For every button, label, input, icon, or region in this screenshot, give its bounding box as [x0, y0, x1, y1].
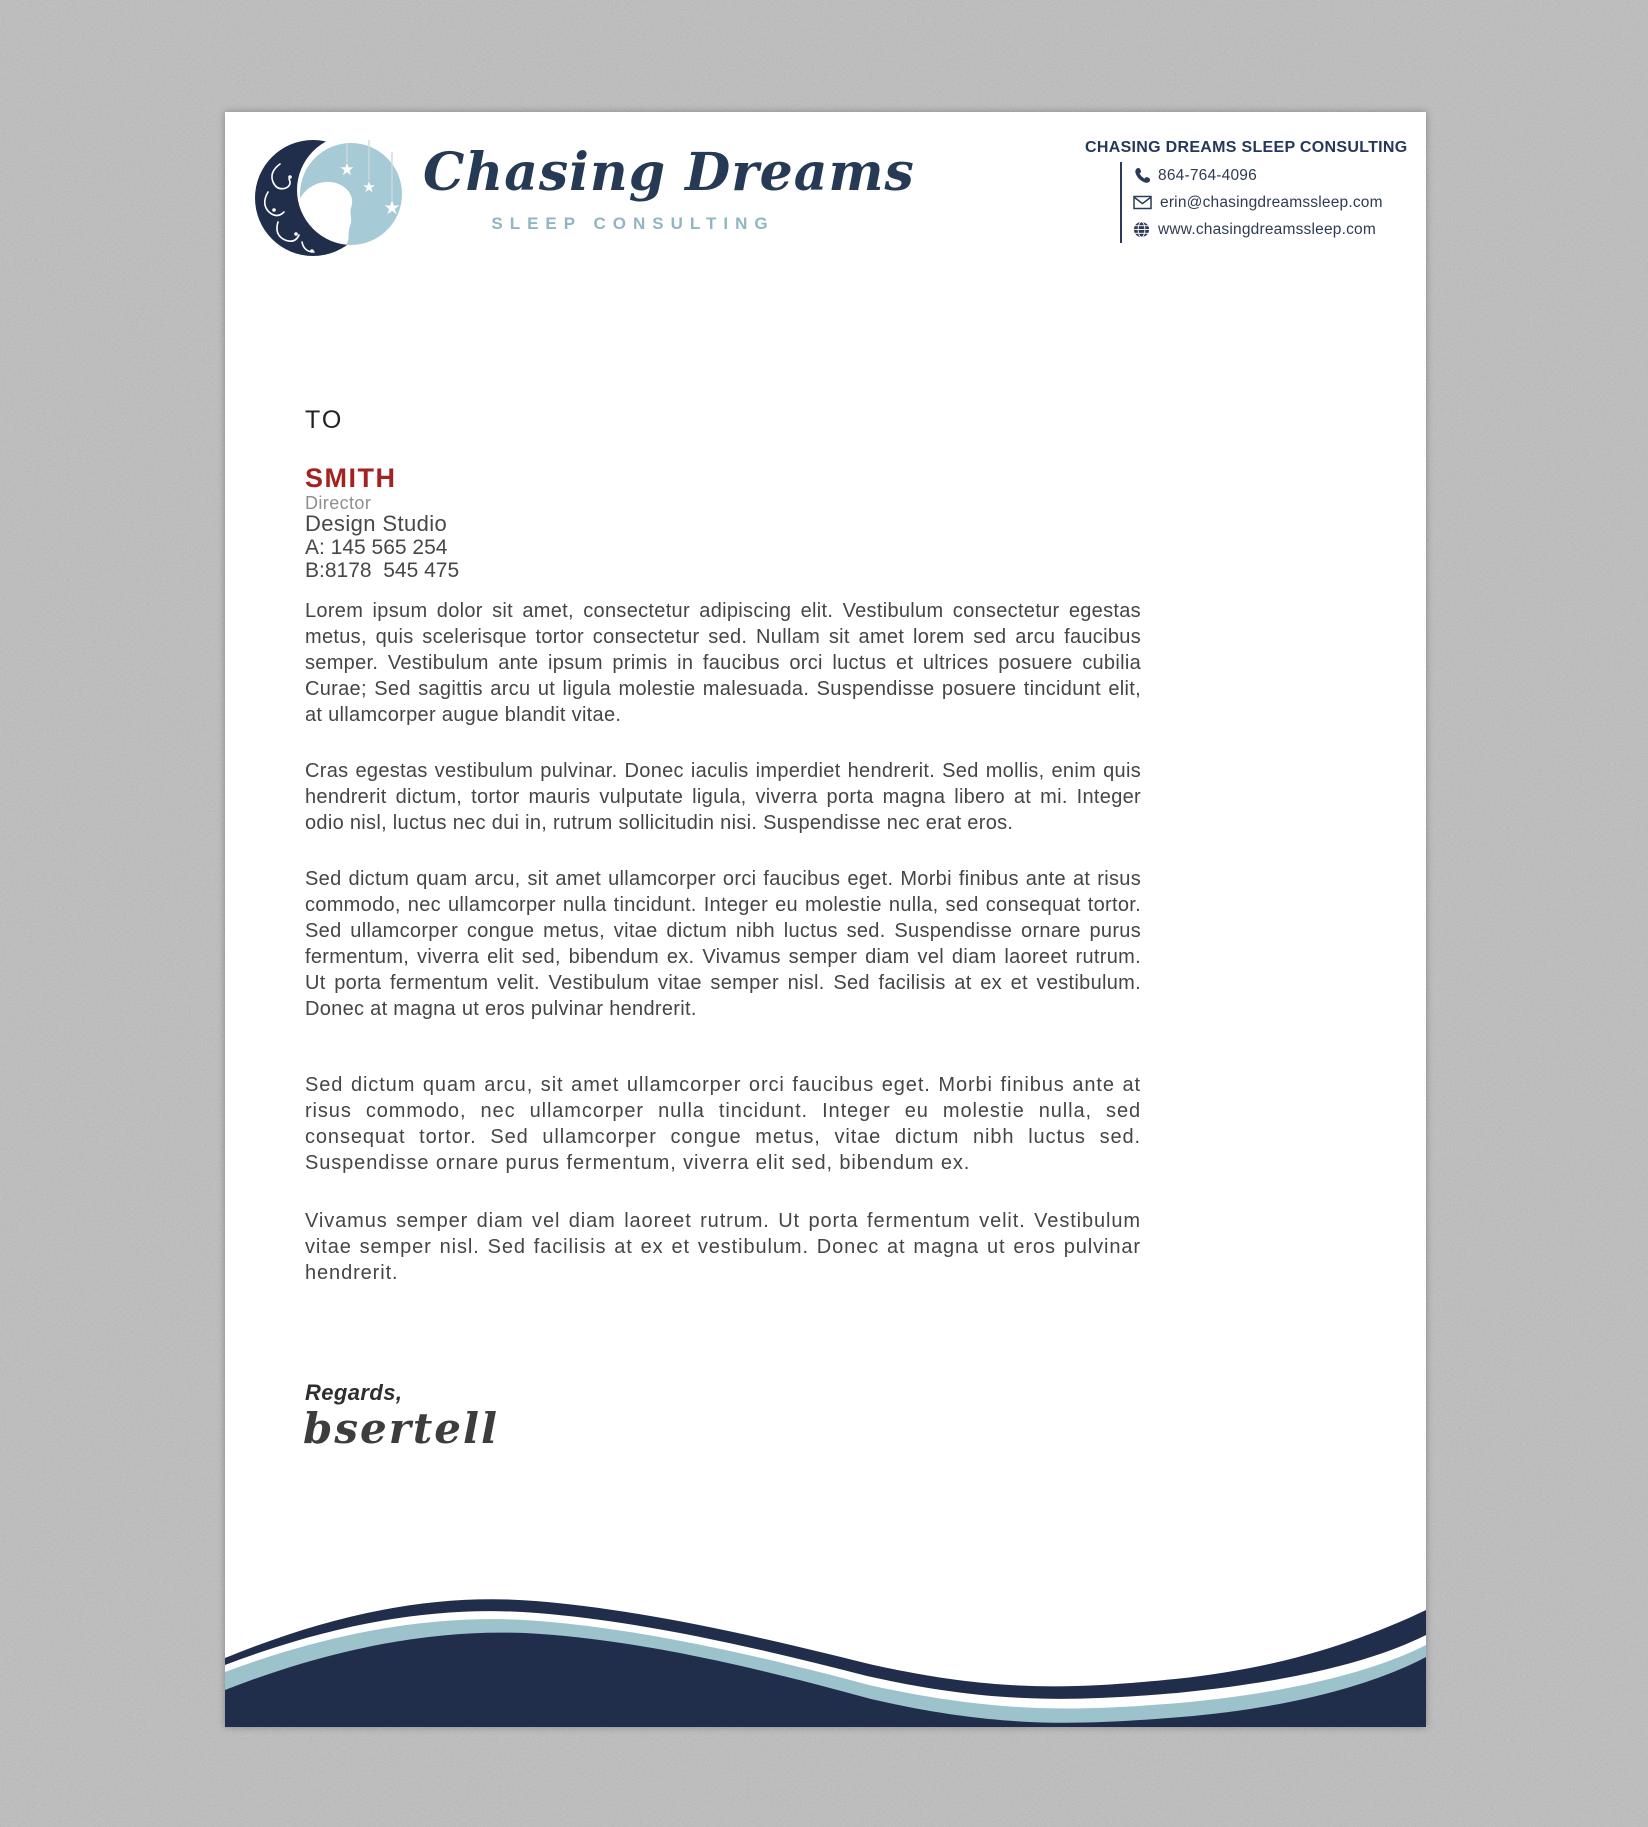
signature: bsertell	[303, 1404, 499, 1453]
email-row	[1133, 189, 1383, 216]
phone-icon	[1133, 167, 1150, 184]
recipient-company: Design Studio	[305, 511, 448, 536]
phone-number: 864-764-4096	[1158, 166, 1257, 184]
recipient-title: Director	[305, 493, 372, 513]
header-company-name: CHASING DREAMS SLEEP CONSULTING	[1085, 139, 1408, 156]
paragraph: Cras egestas vestibulum pulvinar. Donec iaculis imperdiet hendrerit. Sed mollis, enim quis hendrerit dictum, tortor mauris vulputate ligula, viverra porta magna libero at mi. Integer odio nisl, luctus nec dui in, rutrum sollicitudin nisi. Suspendisse nec erat eros.	[305, 760, 1141, 834]
recipient-name: SMITH	[305, 463, 397, 493]
brand-name: Chasing Dreams	[423, 142, 915, 203]
letter-page	[225, 112, 1426, 1727]
closing-regards: Regards,	[305, 1380, 403, 1405]
brand-tagline: SLEEP CONSULTING	[491, 214, 775, 233]
crescent-moon-logo-icon	[250, 130, 428, 266]
paragraph: Sed dictum quam arcu, sit amet ullamcorper orci faucibus eget. Morbi finibus ante at risus commodo, nec ullamcorper nulla tincidunt. Integer eu molestie nulla, sed consequat tortor. Sed ullamcorper congue metus, vitae dictum nibh luctus sed. Suspendisse ornare purus fermentum, viverra elit sed, bibendum ex.	[305, 1074, 1141, 1174]
website-url: www.chasingdreamssleep.com	[1158, 220, 1376, 238]
footer-wave-graphic	[225, 1467, 1426, 1727]
paragraph: Lorem ipsum dolor sit amet, consectetur adipiscing elit. Vestibulum consectetur egestas metus, quis scelerisque tortor consectetur sed. Nullam sit amet lorem sed arcu faucibus semper. Vestibulum ante ipsum primis in faucibus orci luctus et ultrices posuere cubilia Curae; Sed sagittis arcu ut ligula molestie malesuada. Suspendisse posuere tincidunt elit, at ullamcorper augue blandit vitae.	[305, 600, 1141, 726]
website-row	[1133, 216, 1383, 243]
globe-icon	[1133, 221, 1150, 238]
recipient-line-b: B:8178 545 475	[305, 559, 460, 582]
paragraph: Vivamus semper diam vel diam laoreet rutrum. Ut porta fermentum velit. Vestibulum vitae semper nisl. Sed facilisis at ex et vestibulum. Donec at magna ut eros pulvinar hendrerit.	[305, 1210, 1141, 1284]
to-label: TO	[305, 406, 344, 434]
phone-row	[1133, 162, 1383, 189]
header-contact-list	[1120, 162, 1383, 243]
letter-body	[305, 598, 1141, 1286]
paragraph: Sed dictum quam arcu, sit amet ullamcorper orci faucibus eget. Morbi finibus ante at risus commodo, nec ullamcorper nulla tincidunt. Integer eu molestie nulla, sed consequat tortor. Sed ullamcorper congue metus, vitae dictum nibh luctus sed. Suspendisse ornare purus fermentum, viverra elit sed, bibendum ex. Vivamus semper diam vel diam laoreet rutrum. Ut porta fermentum velit. Vestibulum vitae semper nisl. Sed facilisis at ex et vestibulum. Donec at magna ut eros pulvinar hendrerit.	[305, 868, 1141, 1020]
email-address: erin@chasingdreamssleep.com	[1160, 193, 1383, 211]
recipient-line-a: A: 145 565 254	[305, 536, 448, 559]
envelope-icon	[1133, 195, 1152, 210]
